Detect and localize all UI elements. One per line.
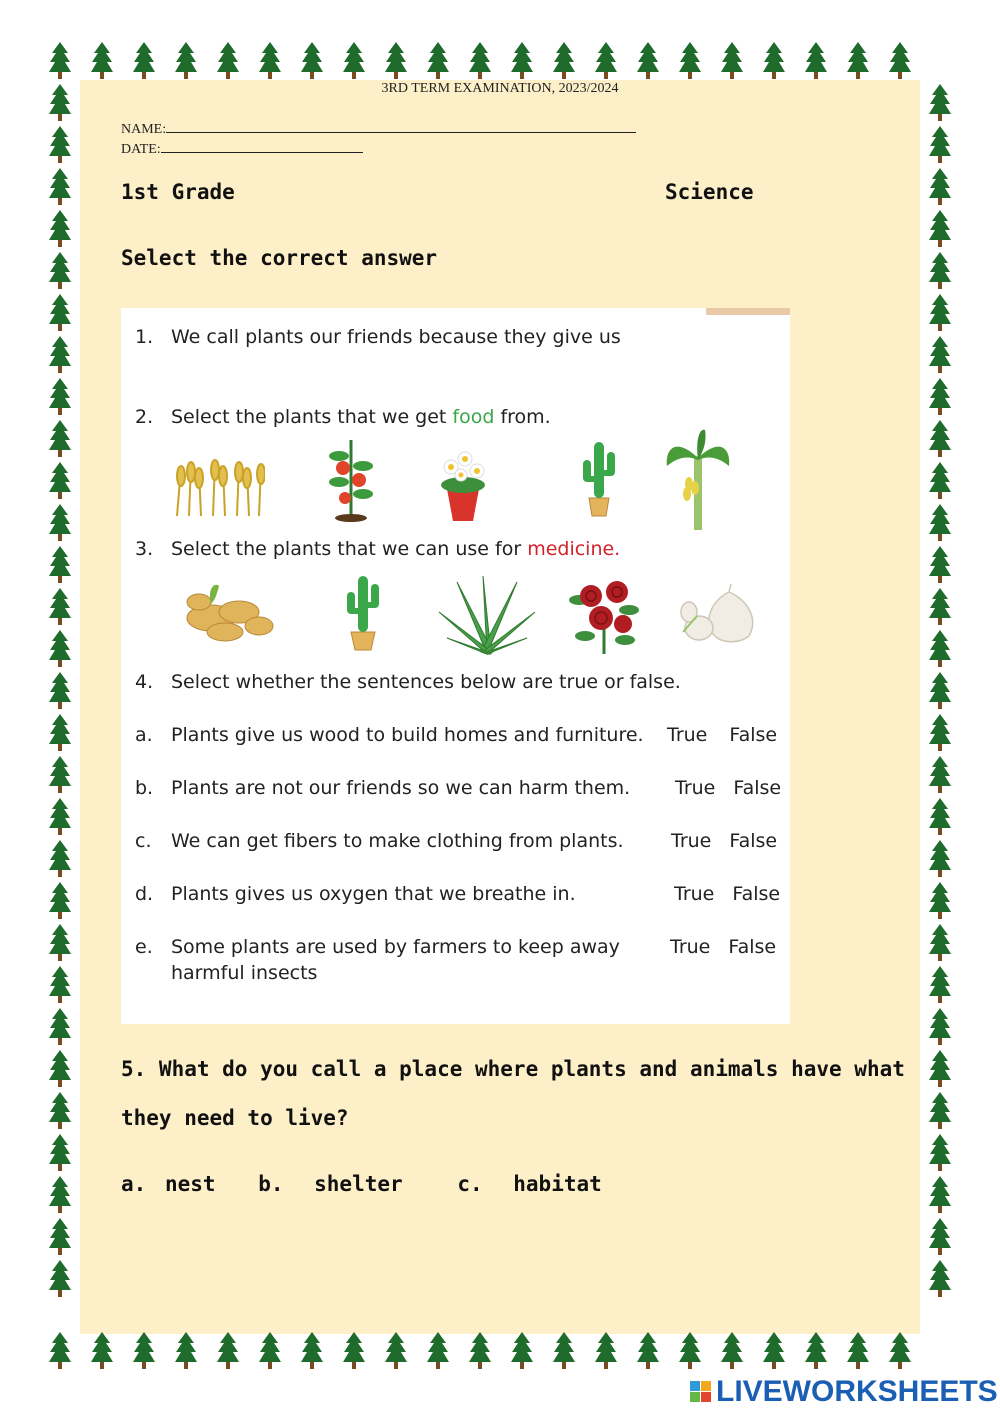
pine-tree-icon <box>678 41 702 81</box>
decorative-strip <box>706 308 790 315</box>
pine-tree-icon <box>48 839 72 879</box>
pine-tree-icon <box>174 41 198 81</box>
statement-a: a. Plants give us wood to build homes and furniture. <box>135 724 644 746</box>
false-option[interactable]: False <box>733 777 782 799</box>
pine-tree-icon <box>804 1331 828 1371</box>
option-a[interactable]: nest <box>164 1172 216 1196</box>
pine-tree-icon <box>510 1331 534 1371</box>
pine-tree-icon <box>720 1331 744 1371</box>
pine-tree-icon <box>928 839 952 879</box>
pine-tree-icon <box>48 881 72 921</box>
pine-tree-icon <box>48 461 72 501</box>
true-option[interactable]: True <box>667 724 708 746</box>
pine-tree-icon <box>48 209 72 249</box>
grade-label: 1st Grade <box>121 180 235 204</box>
pine-tree-icon <box>48 41 72 81</box>
pine-tree-icon <box>928 209 952 249</box>
true-option[interactable]: True <box>674 883 715 905</box>
pine-tree-icon <box>928 1217 952 1257</box>
tomato-plant-icon[interactable] <box>321 436 381 522</box>
statement-e-choices <box>670 936 776 958</box>
pine-tree-icon <box>48 1217 72 1257</box>
question-2: 2. Select the plants that we get food from. <box>135 406 551 428</box>
pine-tree-icon <box>928 377 952 417</box>
pine-tree-icon <box>928 1091 952 1131</box>
pine-tree-icon <box>48 251 72 291</box>
pine-tree-icon <box>384 41 408 81</box>
pine-tree-icon <box>928 713 952 753</box>
cactus-icon[interactable] <box>343 570 383 652</box>
pine-tree-icon <box>48 125 72 165</box>
statement-b: b. Plants are not our friends so we can harm them. <box>135 777 631 799</box>
pine-tree-icon <box>468 41 492 81</box>
pine-tree-icon <box>48 671 72 711</box>
pine-tree-icon <box>636 41 660 81</box>
statement-c: c. We can get fibers to make clothing from plants. <box>135 830 624 852</box>
true-option[interactable]: True <box>675 777 716 799</box>
pine-tree-icon <box>48 335 72 375</box>
statement-e-continued: harmful insects <box>171 962 318 984</box>
false-option[interactable]: False <box>729 830 778 852</box>
date-field <box>121 139 363 158</box>
flower-pot-icon[interactable] <box>433 443 493 523</box>
pine-tree-icon <box>90 1331 114 1371</box>
pine-tree-icon <box>48 293 72 333</box>
pine-tree-icon <box>928 1175 952 1215</box>
pine-tree-icon <box>48 923 72 963</box>
pine-tree-icon <box>804 41 828 81</box>
pine-tree-icon <box>342 41 366 81</box>
cactus-icon[interactable] <box>579 436 619 518</box>
exam-title: 3RD TERM EXAMINATION, 2023/2024 <box>381 81 619 96</box>
banana-tree-icon[interactable] <box>665 426 731 532</box>
name-input-line[interactable] <box>166 119 636 133</box>
pine-tree-icon <box>48 587 72 627</box>
instruction-heading: Select the correct answer <box>121 246 438 270</box>
pine-tree-icon <box>928 293 952 333</box>
question-5-options <box>121 1172 602 1196</box>
question-5-line-1: 5. What do you call a place where plants and animals have what <box>121 1057 905 1081</box>
pine-tree-icon <box>928 1133 952 1173</box>
pine-tree-icon <box>258 41 282 81</box>
pine-tree-icon <box>928 755 952 795</box>
pine-tree-icon <box>928 461 952 501</box>
pine-tree-icon <box>48 797 72 837</box>
true-option[interactable]: True <box>670 936 711 958</box>
pine-tree-icon <box>48 629 72 669</box>
pine-tree-icon <box>48 377 72 417</box>
statement-c-choices <box>671 830 777 852</box>
liveworksheets-wordmark: LIVEWORKSHEETS <box>716 1375 998 1408</box>
pine-tree-icon <box>594 1331 618 1371</box>
pine-tree-icon <box>928 965 952 1005</box>
pine-tree-icon <box>132 1331 156 1371</box>
pine-tree-icon <box>552 1331 576 1371</box>
pine-tree-icon <box>90 41 114 81</box>
pine-tree-icon <box>552 41 576 81</box>
pine-tree-icon <box>928 587 952 627</box>
pine-tree-icon <box>762 41 786 81</box>
pine-tree-icon <box>928 503 952 543</box>
pine-tree-icon <box>928 881 952 921</box>
option-c[interactable]: habitat <box>513 1172 602 1196</box>
pine-tree-icon <box>426 1331 450 1371</box>
pine-tree-icon <box>216 41 240 81</box>
pine-tree-icon <box>928 419 952 459</box>
pine-tree-icon <box>888 41 912 81</box>
pine-tree-icon <box>636 1331 660 1371</box>
liveworksheets-mark-icon <box>690 1381 712 1403</box>
questions-panel <box>121 308 790 1024</box>
pine-tree-icon <box>594 41 618 81</box>
pine-tree-icon <box>846 1331 870 1371</box>
statement-d-choices <box>674 883 780 905</box>
pine-tree-icon <box>846 41 870 81</box>
pine-tree-icon <box>48 1049 72 1089</box>
name-label: NAME: <box>121 122 167 137</box>
pine-tree-icon <box>48 419 72 459</box>
pine-tree-icon <box>48 1091 72 1131</box>
pine-tree-icon <box>300 1331 324 1371</box>
subject-label: Science <box>665 180 754 204</box>
pine-tree-icon <box>928 251 952 291</box>
ginger-icon[interactable] <box>181 578 277 644</box>
pine-tree-icon <box>928 629 952 669</box>
pine-tree-icon <box>48 965 72 1005</box>
statement-e: e. Some plants are used by farmers to keep away <box>135 936 620 958</box>
pine-tree-icon <box>48 755 72 795</box>
pine-tree-icon <box>48 1259 72 1299</box>
pine-tree-icon <box>762 1331 786 1371</box>
pine-tree-icon <box>48 167 72 207</box>
option-a-letter: a. <box>121 1172 147 1196</box>
pine-tree-icon <box>384 1331 408 1371</box>
pine-tree-icon <box>48 1133 72 1173</box>
pine-tree-icon <box>48 83 72 123</box>
false-option[interactable]: False <box>729 724 778 746</box>
pine-tree-icon <box>468 1331 492 1371</box>
pine-tree-icon <box>928 1259 952 1299</box>
garlic-icon[interactable] <box>677 582 761 646</box>
date-input-line[interactable] <box>161 139 363 153</box>
pine-tree-icon <box>928 83 952 123</box>
pine-tree-icon <box>928 671 952 711</box>
pine-tree-icon <box>300 41 324 81</box>
aloe-vera-icon[interactable] <box>437 572 537 656</box>
pine-tree-icon <box>510 41 534 81</box>
pine-tree-icon <box>678 1331 702 1371</box>
pine-tree-icon <box>342 1331 366 1371</box>
pine-tree-icon <box>928 125 952 165</box>
pine-tree-icon <box>928 1007 952 1047</box>
pine-tree-icon <box>48 1331 72 1371</box>
pine-tree-icon <box>928 335 952 375</box>
statement-d: d. Plants gives us oxygen that we breathe in. <box>135 883 576 905</box>
pine-tree-icon <box>48 713 72 753</box>
medicine-keyword: medicine. <box>527 538 621 560</box>
false-option[interactable]: False <box>728 936 777 958</box>
option-c-letter: c. <box>457 1172 483 1196</box>
pine-tree-icon <box>174 1331 198 1371</box>
pine-tree-icon <box>888 1331 912 1371</box>
question-5-line-2: they need to live? <box>121 1106 349 1130</box>
pine-tree-icon <box>48 1007 72 1047</box>
pine-tree-icon <box>48 545 72 585</box>
question-4: 4. Select whether the sentences below are true or false. <box>135 671 681 693</box>
pine-tree-icon <box>48 1175 72 1215</box>
pine-tree-icon <box>928 167 952 207</box>
false-option[interactable]: False <box>732 883 781 905</box>
pine-tree-icon <box>720 41 744 81</box>
pine-tree-icon <box>426 41 450 81</box>
statement-a-choices <box>667 724 777 746</box>
option-b[interactable]: shelter <box>314 1172 403 1196</box>
statement-b-choices <box>675 777 781 799</box>
name-field <box>121 119 636 138</box>
pine-tree-icon <box>928 797 952 837</box>
liveworksheets-logo <box>690 1372 998 1412</box>
pine-tree-icon <box>258 1331 282 1371</box>
question-3: 3. Select the plants that we can use for medicine. <box>135 538 621 560</box>
pine-tree-icon <box>48 503 72 543</box>
pine-tree-icon <box>216 1331 240 1371</box>
pine-tree-icon <box>928 545 952 585</box>
pine-tree-icon <box>928 1049 952 1089</box>
pine-tree-icon <box>928 923 952 963</box>
food-keyword: food <box>452 406 495 428</box>
pine-tree-icon <box>132 41 156 81</box>
rose-icon[interactable] <box>565 570 643 656</box>
date-label: DATE: <box>121 142 161 157</box>
option-b-letter: b. <box>258 1172 284 1196</box>
question-1: 1. We call plants our friends because they give us <box>135 326 621 348</box>
true-option[interactable]: True <box>671 830 712 852</box>
wheat-icon[interactable] <box>169 458 265 518</box>
